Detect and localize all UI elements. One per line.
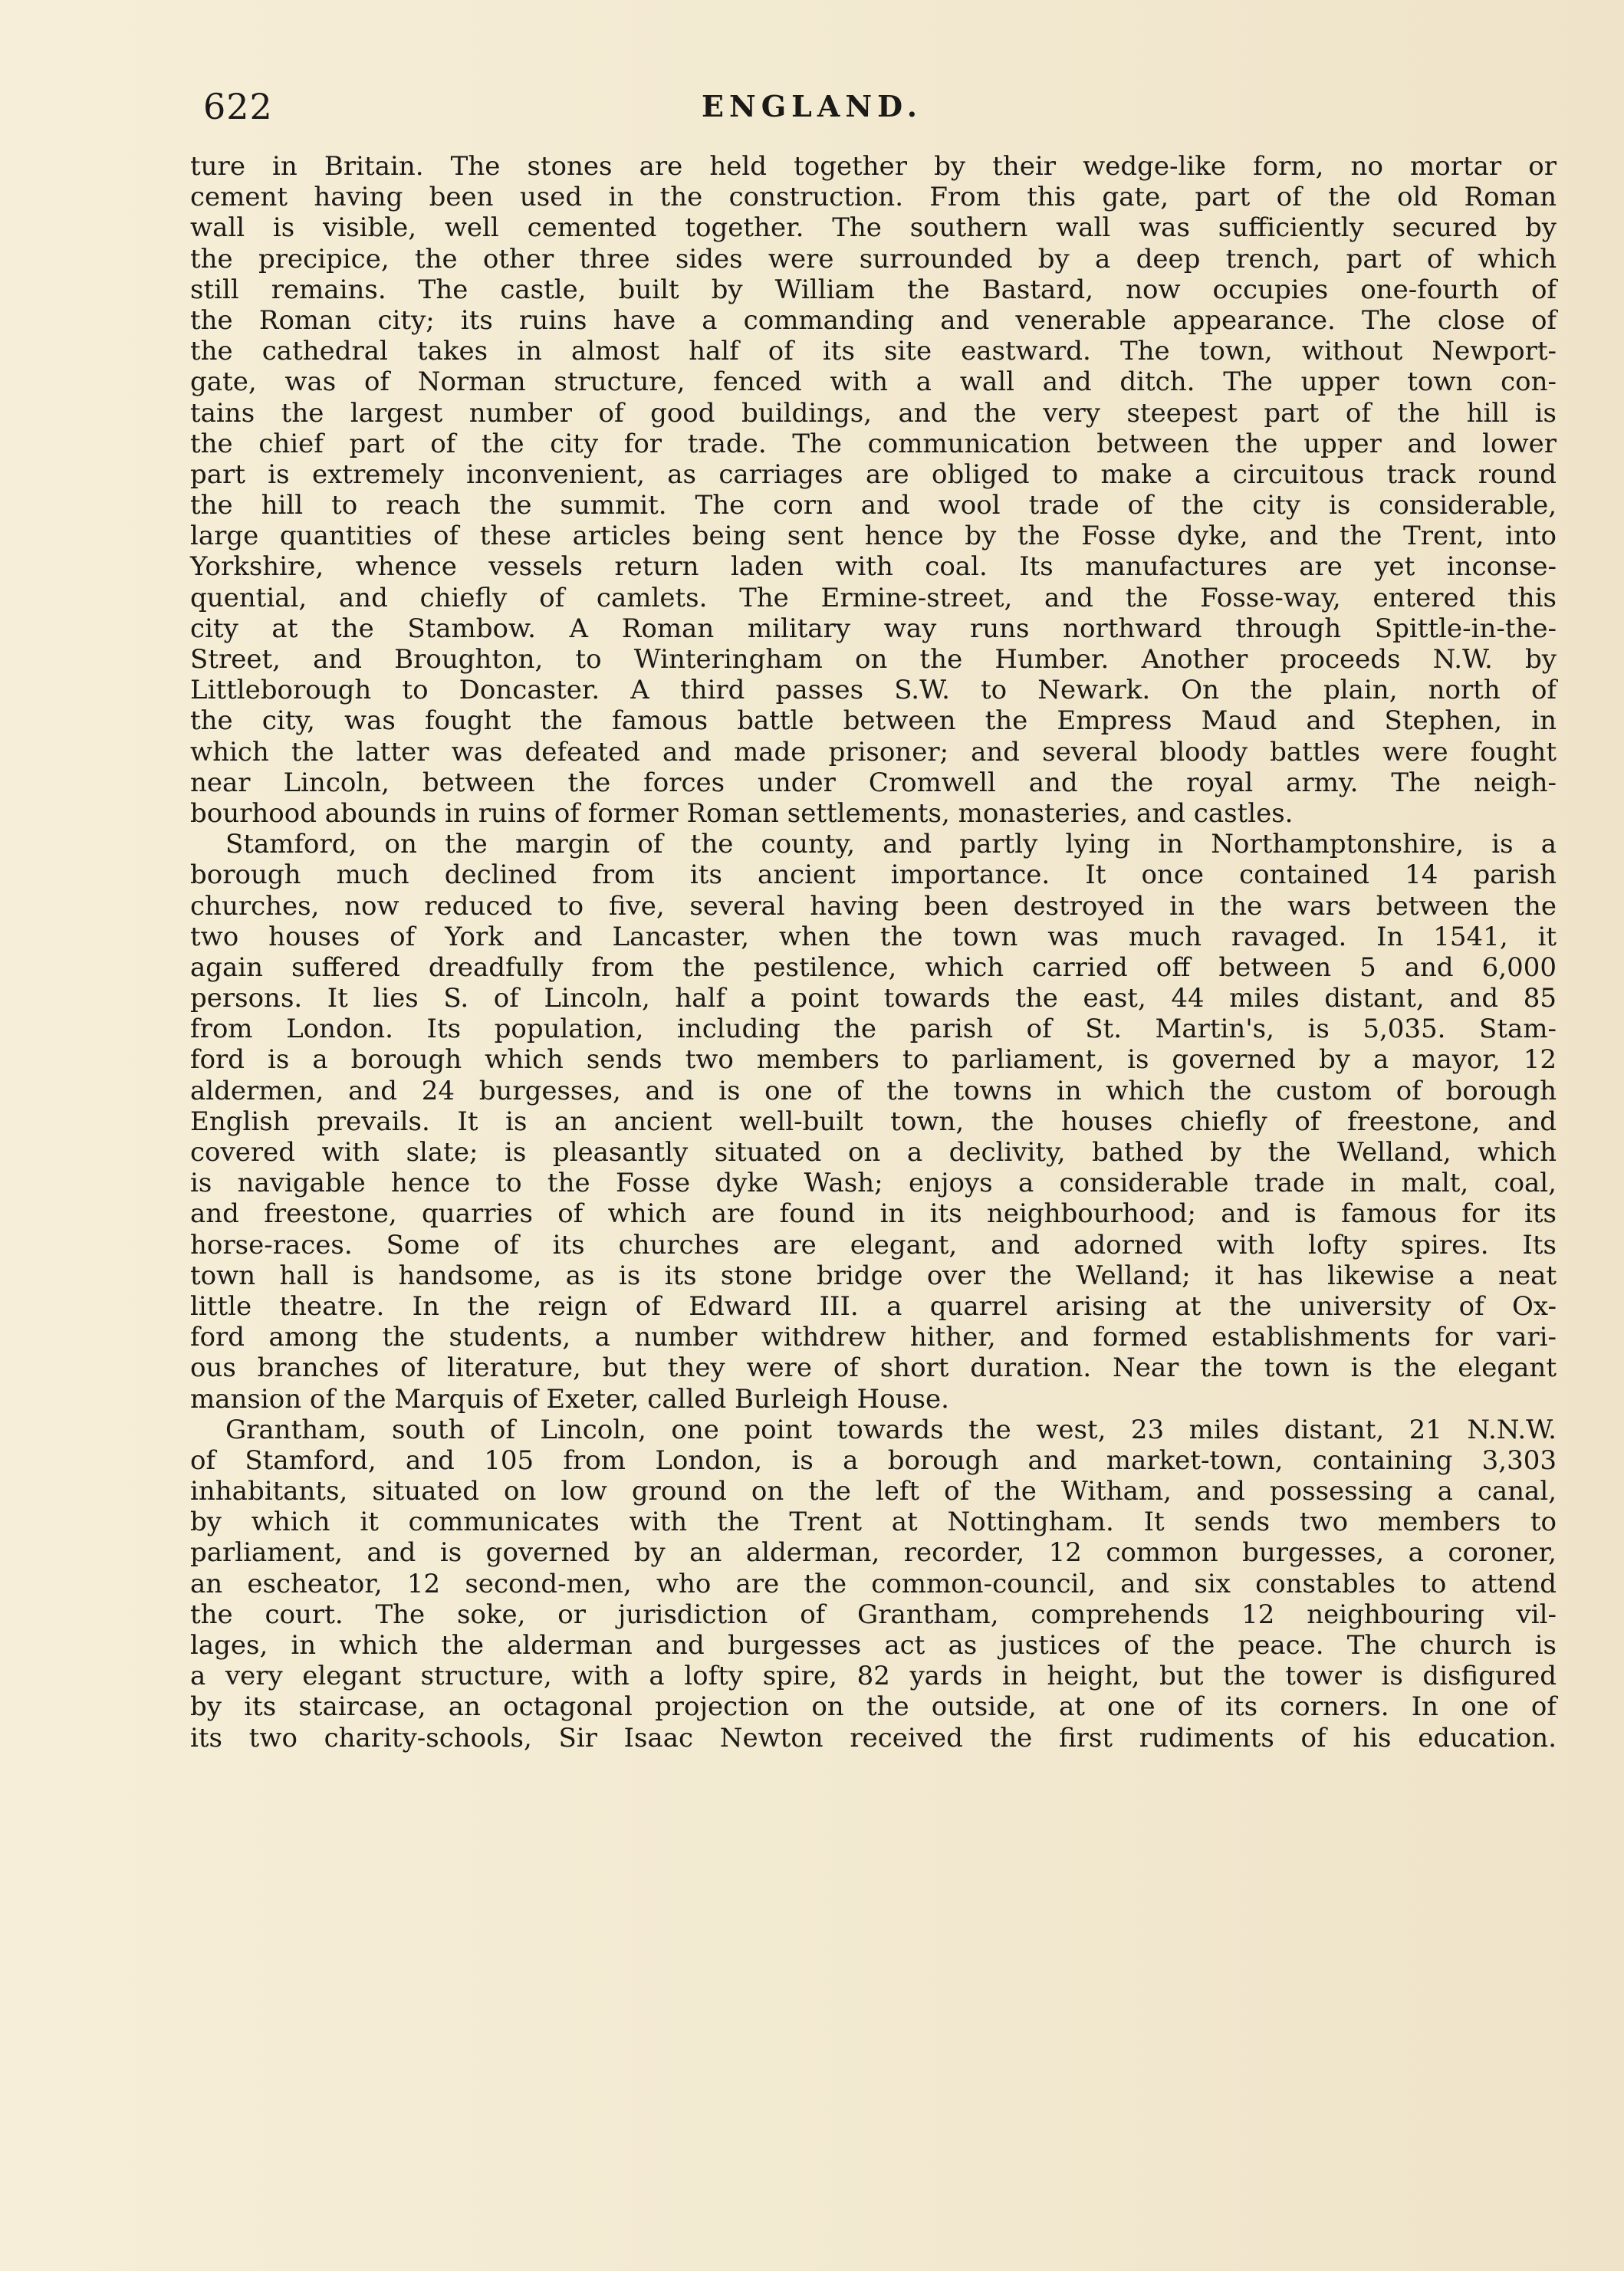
- running-head: ENGLAND.: [702, 89, 922, 123]
- text-line: which the latter was defeated and made prisoner; and several bloody battles were fought: [190, 736, 1557, 767]
- text-line: persons. It lies S. of Lincoln, half a point towards the east, 44 miles distant, and 85: [190, 983, 1557, 1014]
- text-line: cement having been used in the construction. From this gate, part of the old Roman: [190, 182, 1557, 213]
- text-line: and freestone, quarries of which are found in its neighbourhood; and is famous for its: [190, 1198, 1557, 1230]
- text-line: ture in Britain. The stones are held together by their wedge-like form, no mortar or: [190, 151, 1557, 182]
- text-line: town hall is handsome, as is its stone bridge over the Welland; it has likewise a neat: [190, 1260, 1557, 1291]
- text-line: again suffered dreadfully from the pestilence, which carried off between 5 and 6,000: [190, 951, 1557, 983]
- text-line: aldermen, and 24 burgesses, and is one of the towns in which the custom of borough: [190, 1075, 1557, 1106]
- text-line: two houses of York and Lancaster, when the town was much ravaged. In 1541, it: [190, 921, 1557, 952]
- paragraph-end-line: mansion of the Marquis of Exeter, called Burleigh House.: [190, 1383, 949, 1415]
- text-line: near Lincoln, between the forces under Cromwell and the royal army. The neigh-: [190, 767, 1557, 798]
- text-line: wall is visible, well cemented together. The southern wall was sufficiently secured by: [190, 212, 1557, 244]
- text-line: little theatre. In the reign of Edward III. a quarrel arising at the university of Ox-: [190, 1290, 1557, 1322]
- text-line: covered with slate; is pleasantly situated on a declivity, bathed by the Welland, which: [190, 1137, 1557, 1168]
- section-grantham-start: Grantham, south of Lincoln, one point towards the west, 23 miles distant, 21 N.N.W.: [225, 1414, 1557, 1445]
- text-line: an escheator, 12 second-men, who are the common-council, and six constables to attend: [190, 1568, 1557, 1599]
- text-line: large quantities of these articles being sent hence by the Fosse dyke, and the Trent, into: [190, 521, 1557, 552]
- text-line: is navigable hence to the Fosse dyke Wash; enjoys a considerable trade in malt, coal,: [190, 1168, 1557, 1199]
- text-line: still remains. The castle, built by William the Bastard, now occupies one-fourth of: [190, 274, 1557, 305]
- text-line: the hill to reach the summit. The corn and wool trade of the city is considerable,: [190, 490, 1557, 521]
- text-line: churches, now reduced to five, several having been destroyed in the wars between the: [190, 890, 1557, 922]
- text-line: Yorkshire, whence vessels return laden with coal. Its manufactures are yet inconse-: [190, 551, 1557, 583]
- text-line: the cathedral takes in almost half of its site eastward. The town, without Newport-: [190, 336, 1557, 367]
- text-line: parliament, and is governed by an alderman, recorder, 12 common burgesses, a coroner,: [190, 1537, 1557, 1569]
- text-line: lages, in which the alderman and burgesses act as justices of the peace. The church is: [190, 1630, 1557, 1661]
- paragraph-end-line: bourhood abounds in ruins of former Roman settlements, monasteries, and castles.: [190, 797, 1294, 829]
- page-number: 622: [203, 86, 273, 127]
- text-line: ford among the students, a number withdrew hither, and formed establishments for vari-: [190, 1322, 1557, 1353]
- text-line: [190, 1753, 1557, 1784]
- text-line: by its staircase, an octagonal projection on the outside, at one of its corners. In one of: [190, 1691, 1557, 1723]
- text-line: inhabitants, situated on low ground on the left of the Witham, and possessing a canal,: [190, 1476, 1557, 1507]
- text-line: Littleborough to Doncaster. A third passes S.W. to Newark. On the plain, north of: [190, 675, 1557, 706]
- text-line: the chief part of the city for trade. The communication between the upper and lower: [190, 428, 1557, 459]
- text-line: the city, was fought the famous battle between the Empress Maud and Stephen, in: [190, 705, 1557, 737]
- text-line: gate, was of Norman structure, fenced with a wall and ditch. The upper town con-: [190, 366, 1557, 398]
- text-line: by which it communicates with the Trent at Nottingham. It sends two members to: [190, 1507, 1557, 1538]
- text-line: the Roman city; its ruins have a commanding and venerable appearance. The close of: [190, 304, 1557, 336]
- text-line: city at the Stambow. A Roman military way runs northward through Spittle-in-the-: [190, 613, 1557, 644]
- text-line: a very elegant structure, with a lofty spire, 82 yards in height, but the tower is disfigured: [190, 1661, 1557, 1692]
- text-line: tains the largest number of good buildings, and the very steepest part of the hill is: [190, 397, 1557, 429]
- text-line: ous branches of literature, but they were of short duration. Near the town is the elegant: [190, 1352, 1557, 1384]
- text-line: its two charity-schools, Sir Isaac Newton received the first rudiments of his education.: [190, 1722, 1557, 1753]
- text-line: ford is a borough which sends two members to parliament, is governed by a mayor, 12: [190, 1044, 1557, 1076]
- text-line: English prevails. It is an ancient well-built town, the houses chiefly of freestone, and: [190, 1106, 1557, 1137]
- text-line: Street, and Broughton, to Winteringham on the Humber. Another proceeds N.W. by: [190, 644, 1557, 675]
- text-line: the court. The soke, or jurisdiction of Grantham, comprehends 12 neighbouring vil-: [190, 1599, 1557, 1630]
- text-line: from London. Its population, including the parish of St. Martin's, is 5,035. Stam-: [190, 1014, 1557, 1045]
- text-line: horse-races. Some of its churches are elegant, and adorned with lofty spires. Its: [190, 1229, 1557, 1260]
- text-line: part is extremely inconvenient, as carriages are obliged to make a circuitous track round: [190, 458, 1557, 490]
- body-text: [190, 151, 1557, 1784]
- text-line: of Stamford, and 105 from London, is a borough and market-town, containing 3,303: [190, 1444, 1557, 1476]
- text-line: borough much declined from its ancient importance. It once contained 14 parish: [190, 859, 1557, 891]
- text-line: the precipice, the other three sides were surrounded by a deep trench, part of which: [190, 243, 1557, 274]
- section-stamford-start: Stamford, on the margin of the county, and partly lying in Northamptonshire, is a: [225, 829, 1557, 860]
- text-line: quential, and chiefly of camlets. The Ermine-street, and the Fosse-way, entered this: [190, 582, 1557, 613]
